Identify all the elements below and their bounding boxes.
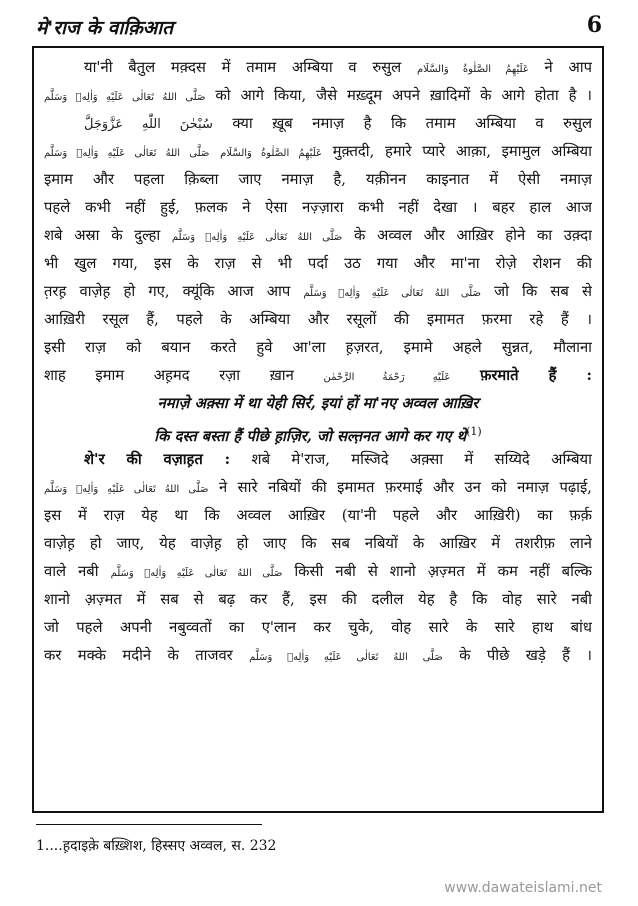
arabic-honorific: صَلَّى اللهُ تَعَالٰى عَلَيْهِ وَاٰلِهٖ وَسَلَّم	[110, 568, 283, 579]
footnote: 1....ह़दाइके़ बख़्शिश, हिस्सए अव्वल, स. 232	[36, 838, 277, 854]
arabic-honorific: صَلَّى اللهُ تَعَالٰى عَلَيْهِ وَاٰلِهٖ وَسَلَّم	[303, 288, 481, 299]
arabic-honorific: عَلَيْهِ رَحْمَةُ الرَّحْمٰن	[323, 372, 451, 383]
text-line: عَلَيْهِمُ الصَّلٰوةُ وَالسَّلَام صَلَّى اللهُ تَعَالٰى عَلَيْهِ وَاٰلِهٖ وَسَلَّم मुक़्तदी, हमारे प्यारे आक़ा, इमामुल अम्बिया	[44, 143, 592, 160]
arabic-honorific: سُبْحٰنَ اللّٰهِ عَزَّوَجَلَّ	[84, 117, 213, 132]
footnote-divider	[36, 824, 262, 825]
text-line: इसी राज़ को बयान करते हुवे आ'ला ह़ज़रत, इमामे अहले सुन्नत, मौलाना	[44, 339, 592, 356]
arabic-honorific: صَلَّى اللهُ تَعَالٰى عَلَيْهِ وَاٰلِهٖ وَسَلَّم	[44, 148, 210, 159]
text-line: जो पहले अपनी नबुव्वतों का ए'लान कर चुके, वोह सारे के सारे हाथ बांध	[44, 619, 592, 636]
text-line: शाह इमाम अह़मद रज़ा ख़ान عَلَيْهِ رَحْمَةُ الرَّحْمٰن फ़रमाते हैं :	[44, 367, 592, 384]
arabic-honorific: صَلَّى اللهُ تَعَالٰى عَلَيْهِ وَاٰلِهٖ وَسَلَّم	[249, 652, 443, 663]
text-line: इस में राज़ येह था कि अव्वल आख़िर (या'नी पहले और आख़िरी) का फ़र्क़	[44, 507, 592, 524]
text-line: शानो अ़ज़्मत में सब से बढ़ कर हैं, इस की दलील येह है कि वोह सारे नबी	[44, 591, 592, 608]
arabic-honorific: عَلَيْهِمُ الصَّلٰوةُ وَالسَّلَام	[416, 64, 529, 75]
text-line: शे'र की वज़ाह़त : शबे मे'राज, मस्जिदे अक़्सा में सय्यिदे अम्बिया	[84, 451, 592, 468]
text-line: पहले कभी नहीं हुई, फ़लक ने ऐसा नज़्ज़ारा कभी नहीं देखा । बहर हाल आज	[44, 199, 592, 216]
page-number: 6	[586, 12, 602, 38]
text-line: سُبْحٰنَ اللّٰهِ عَزَّوَجَلَّ क्या ख़ूब नमाज़ है कि तमाम अम्बिया व रुसुल	[84, 115, 592, 132]
page-header	[36, 12, 602, 44]
explanation-heading: शे'र की वज़ाह़त :	[84, 451, 231, 468]
text-line: भी खुल गया, इस के राज़ से भी पर्दा उठ गया और मा'ना रोज़े रोशन की	[44, 255, 592, 272]
text-line: शबे अस्रा के दुल्हा صَلَّى اللهُ تَعَالٰى عَلَيْهِ وَاٰلِهٖ وَسَلَّم के अव्वल और आख़िर होने का उक़्दा	[44, 227, 592, 244]
website-url: www.dawateislami.net	[444, 880, 602, 896]
arabic-honorific: صَلَّى اللهُ تَعَالٰى عَلَيْهِ وَاٰلِهٖ وَسَلَّم	[171, 232, 343, 243]
body-text	[44, 54, 592, 670]
text-line: صَلَّى اللهُ تَعَالٰى عَلَيْهِ وَاٰلِهٖ وَسَلَّم ने सारे नबियों की इमामत फ़रमाई और उन को नमाज़ पढ़ाई,	[44, 479, 592, 496]
text-line: त़रह़ वाज़ेह़ हो गए, क्यूंकि आज आप صَلَّى اللهُ تَعَالٰى عَلَيْهِ وَاٰلِهٖ وَسَلَّم जो कि सब से	[44, 283, 592, 300]
text-line: या'नी बैतुल मक़्दस में तमाम अम्बिया व रुसुल عَلَيْهِمُ الصَّلٰوةُ وَالسَّلَام ने आप	[84, 59, 592, 76]
text-line: صَلَّى اللهُ تَعَالٰى عَلَيْهِ وَاٰلِهٖ وَسَلَّم को आगे किया, जैसे मख़्दूम अपने ख़ादिमों के आगे होता है ।	[44, 87, 592, 104]
text-line: वाले नबी صَلَّى اللهُ تَعَالٰى عَلَيْهِ وَاٰلِهٖ وَسَلَّم किसी नबी से शानो अ़ज़्मत में कम नहीं बल्कि	[44, 563, 592, 580]
text-line: आख़िरी रसूल हैं, पहले के अम्बिया और रसूलों की इमामत फ़रमा रहे हैं ।	[44, 311, 592, 328]
footnote-reference: (1)	[466, 425, 482, 438]
arabic-honorific: صَلَّى اللهُ تَعَالٰى عَلَيْهِ وَاٰلِهٖ وَسَلَّم	[44, 484, 209, 495]
chapter-title: मे'राज के वाक़िआत	[36, 17, 174, 39]
couplet-line-2: कि दस्त बस्ता हैं पीछे ह़ाज़िर, जो सल्त़नत आगे कर गए थे$^{(1)}$	[154, 425, 482, 445]
text-line: इमाम और पहला क़िब्ला जाए नमाज़ है, यक़ीनन काइनात में ऐसी नमाज़	[44, 171, 592, 188]
text-frame	[32, 46, 604, 813]
arabic-honorific: صَلَّى اللهُ تَعَالٰى عَلَيْهِ وَاٰلِهٖ وَسَلَّم	[44, 92, 206, 103]
text-line: वाज़ेह़ हो जाए, येह वाज़ेह़ हो जाए कि सब नबियों के आख़िर में तशरीफ़ लाने	[44, 535, 592, 552]
text-line: कर मक्के मदीने के ताजवर صَلَّى اللهُ تَعَالٰى عَلَيْهِ وَاٰلِهٖ وَسَلَّم के पीछे खड़े हैं ।	[44, 647, 592, 664]
couplet-line-1: नमाज़े अक़्सा में था येही सिर्र, इयां हों मा'नए अव्वल आख़िर	[157, 395, 479, 412]
arabic-honorific: عَلَيْهِمُ الصَّلٰوةُ وَالسَّلَام	[220, 148, 322, 159]
